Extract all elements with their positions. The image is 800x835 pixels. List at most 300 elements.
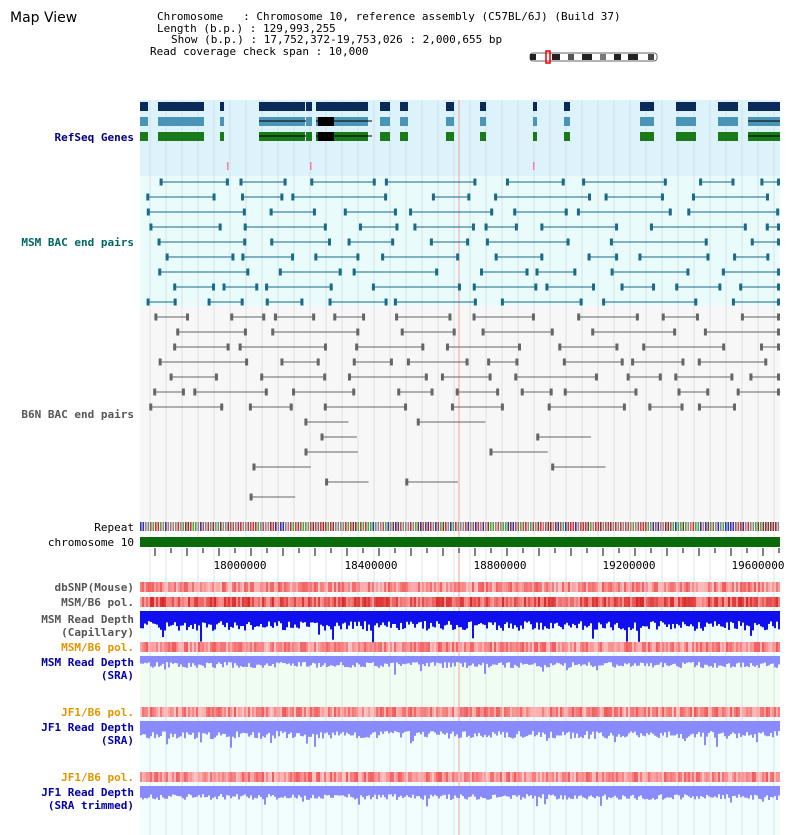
msm-b6-pol2-heat-cell [144, 642, 146, 652]
jf1-trimmed-depth-bar [190, 786, 192, 795]
msm-sra-depth-bar [318, 656, 320, 663]
msm-bac-end-pairs-label[interactable]: MSM BAC end pairs [21, 236, 134, 249]
msm-b6-pol2-heat-cell [654, 642, 656, 652]
jf1-b6-pol2-heat-cell [580, 772, 582, 782]
jf1-b6-pol2-heat-cell [576, 772, 578, 782]
jf1-trimmed-depth-bar [432, 786, 434, 796]
msm-capillary-depth-bar [692, 611, 694, 626]
msm-capillary-depth-bar [686, 611, 688, 626]
msm-sra-depth-bar [520, 656, 522, 663]
jf1-b6-pol-heat-cell [482, 707, 484, 717]
jf1-b6-pol2-heat-cell [510, 772, 512, 782]
jf1-sra-depth-bar [602, 721, 604, 736]
jf1-trimmed-depth-bar [524, 786, 526, 798]
msm-b6-pol2-heat-cell [140, 642, 142, 652]
msm-capillary-depth-bar [246, 611, 248, 624]
refseq-transcript-block [640, 117, 654, 126]
jf1-b6-pol2-heat-cell [736, 772, 738, 782]
jf1-sra-depth-bar [754, 721, 756, 734]
msm-sra-depth-bar [534, 656, 536, 663]
jf1-b6-pol2-heat-cell [346, 772, 348, 782]
jf1-b6-pol2-heat-cell [196, 772, 198, 782]
dbsnp-heat-cell [220, 582, 222, 592]
repeat-segment [773, 522, 775, 531]
msm-sra-depth-bar [314, 656, 316, 663]
jf1-sra-depth-bar [430, 721, 432, 731]
dbsnp-heat-cell [724, 582, 726, 592]
jf1-b6-pol-heat-cell [630, 707, 632, 717]
msm-b6-pol2-heat-cell [204, 642, 206, 652]
jf1-read-depth-sra-label[interactable]: JF1 Read Depth [41, 721, 134, 734]
dbsnp-heat-cell [690, 582, 692, 592]
msm-b6-pol-heat-cell [536, 597, 538, 607]
jf1-sra-depth-bar [166, 721, 168, 744]
b6n-bac-end-pairs-label[interactable]: B6N BAC end pairs [21, 408, 134, 421]
b6n-bac-pair-end [230, 314, 233, 321]
msm-b6-pol-label[interactable]: MSM/B6 pol. [61, 596, 134, 609]
msm-b6-pol-heat-cell [362, 597, 364, 607]
msm-bac-pair-end [430, 239, 433, 246]
msm-sra-depth-bar [216, 656, 218, 664]
msm-b6-pol-heat-cell [538, 597, 540, 607]
jf1-sra-depth-bar [356, 721, 358, 738]
msm-read-depth-sra-label[interactable]: MSM Read Depth [41, 656, 134, 669]
jf1-read-depth-trimmed-label[interactable]: JF1 Read Depth [41, 786, 134, 799]
jf1-sra-depth-bar [532, 721, 534, 731]
dbsnp-heat-cell [562, 582, 564, 592]
b6n-bac-pair-end [642, 344, 645, 351]
msm-b6-pol-heat-cell [166, 597, 168, 607]
repeat-segment [285, 522, 287, 531]
jf1-b6-pol-heat-cell [648, 707, 650, 717]
msm-sra-depth-bar [234, 656, 236, 663]
msm-b6-pol2-heat-cell [540, 642, 542, 652]
jf1-sra-depth-bar [504, 721, 506, 738]
dbsnp-heat-cell [204, 582, 206, 592]
msm-bac-pair-end [485, 224, 488, 231]
jf1-trimmed-depth-bar [234, 786, 236, 797]
jf1-b6-pol-heat-cell [304, 707, 306, 717]
jf1-trimmed-depth-bar [560, 786, 562, 795]
msm-sra-depth-bar [586, 656, 588, 666]
jf1-sra-depth-bar [490, 721, 492, 737]
jf1-trimmed-depth-bar [422, 786, 424, 800]
msm-capillary-depth-bar [672, 611, 674, 624]
jf1-b6-pol-heat-cell [466, 707, 468, 717]
jf1-b6-pol2-heat-cell [706, 772, 708, 782]
jf1-trimmed-depth-bar [314, 786, 316, 798]
msm-b6-pol2-heat-cell [280, 642, 282, 652]
jf1-b6-pol-heat-cell [378, 707, 380, 717]
jf1-b6-pol2-heat-cell [290, 772, 292, 782]
msm-b6-pol-heat-cell [400, 597, 402, 607]
jf1-trimmed-depth-bar [230, 786, 232, 798]
jf1-trimmed-depth-bar [570, 786, 572, 799]
dbsnp-heat-cell [214, 582, 216, 592]
jf1-sra-depth-bar [608, 721, 610, 736]
jf1-b6-pol-heat-cell [246, 707, 248, 717]
jf1-b6-pol-heat-cell [528, 707, 530, 717]
msm-b6-pol2-heat-cell [276, 642, 278, 652]
jf1-sra-depth-bar [482, 721, 484, 737]
jf1-sra-depth-bar [218, 721, 220, 732]
jf1-b6-pol-heat-cell [372, 707, 374, 717]
jf1-b6-pol2-heat-cell [744, 772, 746, 782]
msm-capillary-depth-bar [528, 611, 530, 621]
jf1-sra-depth-bar [770, 721, 772, 733]
msm-sra-depth-bar [276, 656, 278, 662]
b6n-bac-pair-end [550, 389, 553, 396]
msm-b6-pol-heat-cell [642, 597, 644, 607]
dbsnp-heat-cell [328, 582, 330, 592]
msm-sra-depth-bar [696, 656, 698, 665]
msm-b6-pol-heat-cell [408, 597, 410, 607]
dbsnp-heat-cell [510, 582, 512, 592]
jf1-b6-pol-heat-cell [744, 707, 746, 717]
repeat-segment [608, 522, 610, 531]
msm-sra-depth-bar [330, 656, 332, 665]
msm-capillary-depth-bar [758, 611, 760, 624]
msm-sra-depth-bar [684, 656, 686, 664]
jf1-b6-pol-heat-cell [664, 707, 666, 717]
jf1-b6-pol-heat-cell [290, 707, 292, 717]
jf1-b6-pol-heat-cell [616, 707, 618, 717]
jf1-trimmed-depth-bar [252, 786, 254, 800]
ideogram-band [568, 54, 574, 60]
msm-sra-depth-bar [290, 656, 292, 666]
repeat-segment [230, 522, 232, 531]
refseq-genes-label[interactable]: RefSeq Genes [54, 131, 134, 144]
msm-b6-pol-heat-cell [340, 597, 342, 607]
msm-capillary-depth-bar [386, 611, 388, 627]
jf1-b6-pol-heat-cell [572, 707, 574, 717]
jf1-sra-depth-bar [318, 721, 320, 738]
dbsnp-heat-cell [282, 582, 284, 592]
dbsnp-heat-cell [346, 582, 348, 592]
jf1-sra-depth-bar [772, 721, 774, 737]
jf1-b6-pol2-heat-cell [468, 772, 470, 782]
jf1-b6-pol2-heat-cell [674, 772, 676, 782]
msm-b6-pol2-heat-cell [538, 642, 540, 652]
msm-capillary-depth-bar [208, 611, 210, 624]
jf1-b6-pol-heat-cell [164, 707, 166, 717]
msm-sra-depth-bar [612, 656, 614, 667]
msm-b6-pol2-heat-cell [446, 642, 448, 652]
msm-b6-pol2-heat-cell [370, 642, 372, 652]
repeat-segment [488, 522, 490, 531]
repeat-segment [600, 522, 602, 531]
msm-capillary-depth-bar [332, 611, 334, 640]
jf1-trimmed-depth-bar [172, 786, 174, 794]
jf1-sra-depth-bar [192, 721, 194, 733]
refseq-cds-block [220, 132, 224, 141]
msm-b6-pol-heat-cell [624, 597, 626, 607]
dbsnp-heat-cell [720, 582, 722, 592]
repeat-segment [215, 522, 217, 531]
msm-b6-pol-heat-cell [438, 597, 440, 607]
jf1-b6-pol-heat-cell [638, 707, 640, 717]
msm-b6-pol-heat-cell [312, 597, 314, 607]
b6n-bac-pair-end [252, 464, 255, 471]
msm-b6-pol-heat-cell [524, 597, 526, 607]
jf1-sra-depth-bar [620, 721, 622, 737]
b6n-bac-pair-end [551, 464, 554, 471]
repeat-segment [223, 522, 225, 531]
msm-sra-depth-bar [254, 656, 256, 668]
dbsnp-heat-cell [578, 582, 580, 592]
jf1-b6-pol2-heat-cell [308, 772, 310, 782]
b6n-bac-pair-end [176, 329, 179, 336]
jf1-trimmed-depth-bar [372, 786, 374, 797]
msm-b6-pol-heat-cell [232, 597, 234, 607]
dbsnp-label[interactable]: dbSNP(Mouse) [54, 581, 134, 594]
msm-bac-pair-end [432, 194, 435, 201]
jf1-sra-depth-bar [396, 721, 398, 732]
refseq-cds-block [480, 132, 486, 141]
jf1-b6-pol2-heat-cell [712, 772, 714, 782]
msm-capillary-depth-bar [510, 611, 512, 624]
capillary-sublabel: (Capillary) [61, 626, 134, 639]
msm-sra-depth-bar [174, 656, 176, 663]
dbsnp-heat-cell [278, 582, 280, 592]
msm-sra-depth-bar [472, 656, 474, 663]
jf1-b6-pol2-heat-cell [338, 772, 340, 782]
msm-sra-depth-bar [316, 656, 318, 668]
dbsnp-heat-cell [778, 582, 780, 592]
repeat-segment [250, 522, 252, 531]
msm-b6-pol-heat-cell [628, 597, 630, 607]
msm-b6-pol2-heat-cell [186, 642, 188, 652]
msm-capillary-depth-bar [698, 611, 700, 622]
jf1-b6-pol2-heat-cell [538, 772, 540, 782]
jf1-b6-pol2-heat-cell [304, 772, 306, 782]
repeat-segment [330, 522, 332, 531]
jf1-sra-depth-bar [196, 721, 198, 738]
jf1-trimmed-depth-bar [686, 786, 688, 795]
b6n-bac-pair-end [280, 359, 283, 366]
repeat-segment [373, 522, 375, 531]
msm-sra-depth-bar [524, 656, 526, 664]
msm-b6-pol2-heat-cell [474, 642, 476, 652]
jf1-b6-pol-heat-cell [442, 707, 444, 717]
jf1-b6-pol2-heat-cell [702, 772, 704, 782]
jf1-trimmed-depth-bar [692, 786, 694, 796]
dbsnp-heat-cell [394, 582, 396, 592]
jf1-b6-pol2-heat-cell [746, 772, 748, 782]
msm-b6-pol2-heat-cell [320, 642, 322, 652]
jf1-trimmed-depth-bar [552, 786, 554, 795]
msm-read-depth-capillary-label[interactable]: MSM Read Depth [41, 613, 134, 626]
msm-b6-pol-heat-cell [186, 597, 188, 607]
jf1-b6-pol2-heat-cell [638, 772, 640, 782]
msm-b6-pol-2-label[interactable]: MSM/B6 pol. [61, 641, 134, 654]
jf1-trimmed-depth-bar [452, 786, 454, 799]
dbsnp-heat-cell [216, 582, 218, 592]
msm-b6-pol-heat-cell [480, 597, 482, 607]
jf1-b6-pol2-heat-cell [194, 772, 196, 782]
jf1-b6-pol-heat-cell [370, 707, 372, 717]
msm-b6-pol2-heat-cell [620, 642, 622, 652]
jf1-sra-depth-bar [420, 721, 422, 734]
msm-b6-pol2-heat-cell [244, 642, 246, 652]
msm-b6-pol2-heat-cell [218, 642, 220, 652]
repeat-segment [350, 522, 352, 531]
msm-b6-pol2-heat-cell [232, 642, 234, 652]
jf1-b6-pol-heat-cell [620, 707, 622, 717]
jf1-sra-depth-bar [268, 721, 270, 733]
jf1-trimmed-depth-bar [636, 786, 638, 800]
msm-capillary-depth-bar [480, 611, 482, 623]
dbsnp-heat-cell [556, 582, 558, 592]
msm-b6-pol2-heat-cell [774, 642, 776, 652]
jf1-b6-pol2-heat-cell [296, 772, 298, 782]
msm-sra-depth-bar [556, 656, 558, 663]
jf1-sra-depth-bar [528, 721, 530, 735]
msm-b6-pol-heat-cell [658, 597, 660, 607]
msm-capillary-depth-bar [630, 611, 632, 630]
dbsnp-heat-cell [244, 582, 246, 592]
msm-b6-pol2-heat-cell [382, 642, 384, 652]
jf1-sra-depth-bar [618, 721, 620, 734]
repeat-segment [680, 522, 682, 531]
msm-b6-pol2-heat-cell [152, 642, 154, 652]
b6n-bac-pair-end [487, 359, 490, 366]
jf1-sra-depth-bar [522, 721, 524, 738]
jf1-b6-pol-heat-cell [384, 707, 386, 717]
jf1-sra-depth-bar [744, 721, 746, 736]
jf1-b6-pol2-heat-cell [268, 772, 270, 782]
dbsnp-heat-cell [456, 582, 458, 592]
repeat-segment [155, 522, 157, 531]
jf1-b6-pol2-heat-cell [490, 772, 492, 782]
msm-capillary-depth-bar [160, 611, 162, 630]
jf1-trimmed-depth-bar [158, 786, 160, 800]
jf1-trimmed-depth-bar [290, 786, 292, 798]
msm-b6-pol2-heat-cell [586, 642, 588, 652]
jf1-b6-pol-heat-cell [332, 707, 334, 717]
refseq-transcript-block [480, 117, 486, 126]
ideogram-band [552, 54, 560, 60]
msm-b6-pol-heat-cell [598, 597, 600, 607]
msm-capillary-depth-bar [426, 611, 428, 630]
jf1-b6-pol-heat-cell [284, 707, 286, 717]
dbsnp-heat-cell [626, 582, 628, 592]
jf1-b6-pol2-heat-cell [316, 772, 318, 782]
msm-b6-pol2-heat-cell [282, 642, 284, 652]
jf1-b6-pol-label[interactable]: JF1/B6 pol. [61, 706, 134, 719]
jf1-b6-pol-heat-cell [688, 707, 690, 717]
msm-sra-depth-bar [256, 656, 258, 665]
msm-b6-pol-heat-cell [476, 597, 478, 607]
jf1-b6-pol2-heat-cell [620, 772, 622, 782]
msm-capillary-depth-bar [364, 611, 366, 621]
msm-sra-sublabel: (SRA) [100, 669, 134, 682]
jf1-sra-depth-bar [640, 721, 642, 733]
jf1-b6-pol2-heat-cell [402, 772, 404, 782]
msm-b6-pol2-heat-cell [700, 642, 702, 652]
jf1-trimmed-depth-bar [772, 786, 774, 797]
jf1-b6-pol2-heat-cell [158, 772, 160, 782]
repeat-segment [195, 522, 197, 531]
jf1-b6-pol2-heat-cell [320, 772, 322, 782]
repeat-segment [458, 522, 460, 531]
msm-b6-pol-heat-cell [288, 597, 290, 607]
msm-b6-pol-heat-cell [656, 597, 658, 607]
repeat-segment [673, 522, 675, 531]
msm-b6-pol-heat-cell [218, 597, 220, 607]
jf1-b6-pol-heat-cell [684, 707, 686, 717]
jf1-trimmed-depth-bar [492, 786, 494, 795]
msm-capillary-depth-bar [662, 611, 664, 623]
repeat-segment [328, 522, 330, 531]
jf1-trimmed-depth-bar [620, 786, 622, 799]
msm-sra-depth-bar [392, 656, 394, 663]
jf1-b6-pol2-heat-cell [380, 772, 382, 782]
b6n-bac-pair-end [220, 404, 223, 411]
dbsnp-heat-cell [444, 582, 446, 592]
msm-b6-pol2-heat-cell [496, 642, 498, 652]
dbsnp-heat-cell [436, 582, 438, 592]
msm-capillary-depth-bar [164, 611, 166, 631]
msm-sra-depth-bar [200, 656, 202, 665]
dbsnp-heat-cell [322, 582, 324, 592]
jf1-b6-pol-heat-cell [468, 707, 470, 717]
msm-capillary-depth-bar [440, 611, 442, 628]
msm-sra-depth-bar [706, 656, 708, 665]
jf1-b6-pol2-heat-cell [264, 772, 266, 782]
msm-b6-pol2-heat-cell [450, 642, 452, 652]
dbsnp-heat-cell [550, 582, 552, 592]
msm-bac-pair-end [146, 194, 149, 201]
b6n-bac-pair-end [558, 344, 561, 351]
msm-b6-pol-heat-cell [578, 597, 580, 607]
msm-b6-pol-heat-cell [704, 597, 706, 607]
jf1-sra-depth-bar [550, 721, 552, 732]
jf1-sra-depth-bar [626, 721, 628, 736]
jf1-b6-pol2-heat-cell [218, 772, 220, 782]
jf1-sra-depth-bar [572, 721, 574, 733]
b6n-bac-pair-end [730, 374, 733, 381]
jf1-b6-pol-heat-cell [244, 707, 246, 717]
repeat-segment [555, 522, 557, 531]
jf1-b6-pol-heat-cell [356, 707, 358, 717]
jf1-b6-pol-heat-cell [636, 707, 638, 717]
msm-b6-pol2-heat-cell [256, 642, 258, 652]
jf1-trimmed-depth-bar [214, 786, 216, 797]
msm-capillary-depth-bar [374, 611, 376, 625]
msm-b6-pol-heat-cell [514, 597, 516, 607]
msm-b6-pol-heat-cell [592, 597, 594, 607]
msm-capillary-depth-bar [380, 611, 382, 625]
msm-capillary-depth-bar [602, 611, 604, 628]
msm-b6-pol2-heat-cell [238, 642, 240, 652]
jf1-trimmed-depth-bar [684, 786, 686, 794]
dbsnp-heat-cell [276, 582, 278, 592]
msm-sra-depth-bar [550, 656, 552, 663]
jf1-b6-pol-2-label[interactable]: JF1/B6 pol. [61, 771, 134, 784]
jf1-b6-pol-heat-cell [144, 707, 146, 717]
msm-b6-pol2-heat-cell [578, 642, 580, 652]
msm-bac-pair-end [147, 209, 150, 216]
msm-b6-pol-heat-cell [552, 597, 554, 607]
repeat-segment [408, 522, 410, 531]
jf1-trimmed-depth-bar [708, 786, 710, 796]
repeat-segment [260, 522, 262, 531]
msm-b6-pol-heat-cell [676, 597, 678, 607]
jf1-trimmed-depth-bar [192, 786, 194, 798]
dbsnp-heat-cell [360, 582, 362, 592]
jf1-sra-depth-bar [516, 721, 518, 734]
